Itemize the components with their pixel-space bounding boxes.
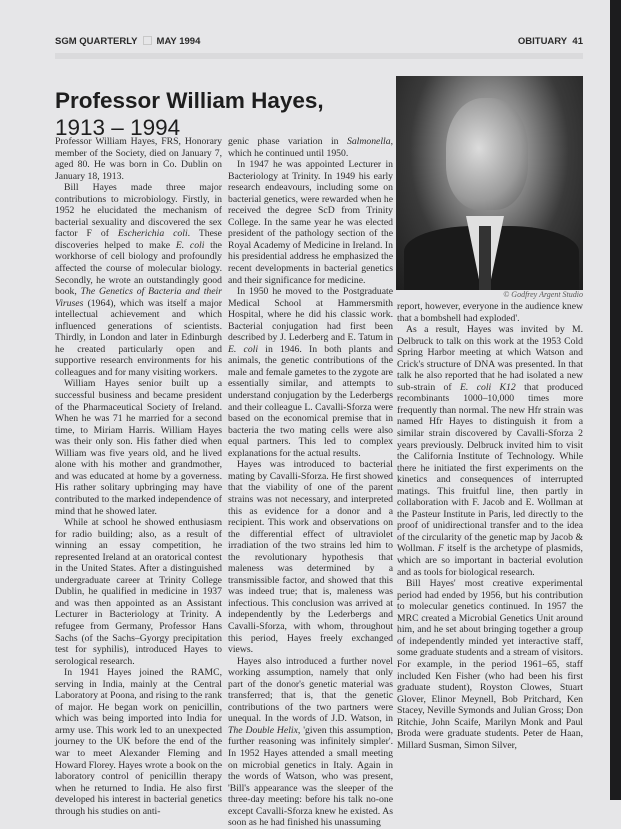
page-number: 41	[572, 36, 583, 47]
running-header	[55, 36, 583, 50]
text-run: in 1946. In both plants and animals, the genetic contributions of the male and female gametes to the zygote are essentially similar, and attempts to understand conjugation by the Lederbergs and their colleague L. Cavalli-Sforza were based on the economical premise that in bacteria the two mating cells were also equal partners. This led to complex explanations for the actual results.	[228, 343, 393, 459]
text-run: Bill Hayes made three major contributions to microbiology. Firstly, in 1952 he elucidated the mechanism of bacterial sexuality and discovered the sex factor F of	[55, 182, 222, 240]
publication-name: SGM QUARTERLY	[55, 36, 138, 47]
paragraph	[397, 324, 583, 578]
paragraph	[228, 656, 393, 829]
portrait-photo	[396, 76, 583, 290]
paragraph	[228, 459, 393, 655]
text-run: report, however, everyone in the audience knew that a bombshell had exploded'.	[397, 301, 583, 324]
text-run: In 1950 he moved to the Postgraduate Medical School at Hammersmith Hospital, where he did his classic work. Bacterial conjugation had first been described by J. Lederberg and E. Tatum in	[228, 286, 393, 344]
text-column-2	[228, 136, 393, 829]
issue-date: MAY 1994	[156, 36, 201, 47]
paragraph	[397, 578, 583, 751]
paragraph	[228, 136, 393, 159]
text-run: Hayes was introduced to bacterial mating by Cavalli-Sforza. He first showed that the viability of one of the parent strains was not necessary, and interpreted this as evidence for a donor and a recipient. This work and observations on the differential effect of ultraviolet irradiation of the two strains led him to the revolutionary hypothesis that maleness was determined by a transmissible factor, and showed that this was indeed true; that is, maleness was infectious. This conclusion was arrived at independently by the Lederbergs and Cavalli-Sforza, with whom, throughout this period, Hayes freely exchanged views.	[228, 459, 393, 656]
header-left	[55, 36, 200, 47]
text-run: In 1947 he was appointed Lecturer in Bacteriology at Trinity. In 1949 his early research endeavours, including some on bacterial genetics, were rewarded when he received the degree ScD from Trinity College. In the same year he was elected president of the pathology section of the Royal Academy of Medicine in Ireland. In his presidential address he emphasized the recent developments in bacterial genetics and their significance for medicine.	[228, 159, 393, 286]
text-run: Hayes also introduced a further novel working assumption, namely that only part of the donor's genetic material was transferred; that is, that the genetic contributions of the two partners were unequal. In the words of J.D. Watson, in	[228, 655, 393, 725]
paragraph	[228, 286, 393, 459]
italic-text: The Genetics of Bacteria and their Viruses	[55, 286, 222, 309]
header-right	[518, 36, 583, 47]
text-run: genic phase variation in	[228, 136, 347, 147]
paragraph	[228, 159, 393, 286]
title-years: 1913 – 1994	[55, 115, 181, 141]
text-run: In 1941 Hayes joined the RAMC, serving in India, mainly at the Central Laboratory at Poona, and rising to the rank of major. He began work on penicillin, which was being imported into India for army use. This work led to an unexpected journey to the UK before the end of the war to meet Alexander Fleming and Howard Florey. Hayes wrote a book on the laboratory control of penicillin therapy when he returned to India. He also first developed his interest in bacterial genetics through his studies on anti-	[55, 667, 222, 817]
italic-text: E. coli	[175, 239, 205, 251]
text-run: , 'given this assumption, further reasoning was infinitely simpler'. In 1952 Hayes attended a small meeting on microbial genetics in Italy. Again in the words of Watson, who was present, 'Bill's appearance was the sleeper of the three-day meeting: before his talk no-one except Cavalli-Sforza knew he existed. As soon as he had finished his unassuming	[228, 724, 393, 829]
paragraph	[55, 378, 222, 517]
paragraph	[55, 136, 222, 182]
text-run: itself is the archetype of plasmids, which are so important in bacterial evolution and as tools for biological research.	[397, 543, 583, 578]
page-edge	[610, 0, 621, 800]
italic-text: F	[437, 543, 444, 555]
text-column-3	[397, 301, 583, 751]
text-run: William Hayes senior built up a successful business and became president of the Pharmaceutical Society of Ireland. When he was 71 he married for a second time, to Miriam Harris. William Hayes was their only son. His father died when William was five years old, and he lived alone with his mother and grandmother, and was educated at home by a governess. His rather solitary upbringing may have contributed to the marked independence of mind that he showed later.	[55, 378, 222, 517]
text-run: the workhorse of cell biology and profoundly affected the course of molecular biology. Secondly, he wrote an outstandingly good book,	[55, 239, 222, 298]
italic-text: The Double Helix	[228, 724, 298, 736]
italic-text: E. coli K12	[459, 381, 516, 393]
italic-text: E. coli	[228, 343, 259, 355]
photo-credit: © Godfrey Argent Studio	[503, 290, 583, 299]
paragraph	[55, 667, 222, 817]
text-run: that produced recombinants 1000–10,000 times more frequently than normal. The new Hfr strain was named Hfr Hayes to distinguish it from a similar strain discovered by Cavalli-Sforza 2 years previously. Delbruck invited him to visit the California Institute of Technology. While there he initiated the first experiments on the kinetics and consequences of interrupted matings. This fruitful line, then partly in collaboration with F. Jacob and E. Wollman at the Pasteur Institute in Paris, led directly to the proof of unidirectional transfer and to the idea of the circularity of the genetic map by Jacob & Wollman.	[397, 381, 583, 555]
text-run: , which he continued until 1950.	[228, 136, 393, 159]
paragraph	[55, 517, 222, 667]
italic-text: Salmonella	[346, 136, 391, 147]
title-name: Professor William Hayes,	[55, 88, 324, 114]
text-run: (1964), which was itself a major intellectual achievement and which influenced generations of scientists. Thirdly, in London and later in Edinburgh he created particularly open and supportive research environments for his colleagues and for many visiting workers.	[55, 297, 222, 378]
separator-square-icon	[143, 36, 152, 45]
text-run: As a result, Hayes was invited by M. Delbruck to talk on this work at the 1953 Cold Spring Harbor meeting at which Watson and Crick's structure of DNA was presented. In that talk he also reported that he had isolated a new sub-strain of	[397, 324, 583, 393]
text-run: Professor William Hayes, FRS, Honorary member of the Society, died on January 7, aged 80. He was born in Co. Dublin on January 18, 1913.	[55, 136, 222, 182]
text-run: . These discoveries helped to make	[55, 228, 222, 251]
text-column-1	[55, 136, 222, 817]
paragraph	[55, 182, 222, 378]
text-run: Bill Hayes' most creative experimental period had ended by 1956, but his contribution to molecular genetics continued. In 1957 the MRC created a Microbial Genetics Unit around him, and he set about bringing together a group of independently minded yet interactive staff, some graduate students and a stream of visitors. For example, in the period 1961–65, staff included Ken Fisher (who had been his first graduate student), Royston Clowes, Stuart Glover, Elinor Meynell, Bob Pritchard, Ken Stacey, Neville Symonds and Julian Gross; Don Ritchie, John Scaife, Marilyn Monk and Paul Broda were graduate students. Peter de Haan, Millard Susman, Simon Silver,	[397, 578, 583, 751]
header-rule	[55, 53, 583, 59]
text-run: While at school he showed enthusiasm for radio building; also, as a result of winning an essay competition, he represented Ireland at an oratorical contest in the United States. After a distinguished undergraduate career at Trinity College Dublin, he qualified in medicine in 1937 and was then appointed as an Assistant Lecturer in Bacteriology at Trinity. A refugee from Germany, Professor Hans Sachs (of the Sachs–Gyorgy precipitation test for syphilis), introduced Hayes to serological research.	[55, 517, 222, 667]
paragraph	[397, 301, 583, 324]
section-name: OBITUARY	[517, 36, 568, 47]
italic-text: Escherichia coli	[117, 228, 188, 240]
article-title	[55, 87, 324, 141]
